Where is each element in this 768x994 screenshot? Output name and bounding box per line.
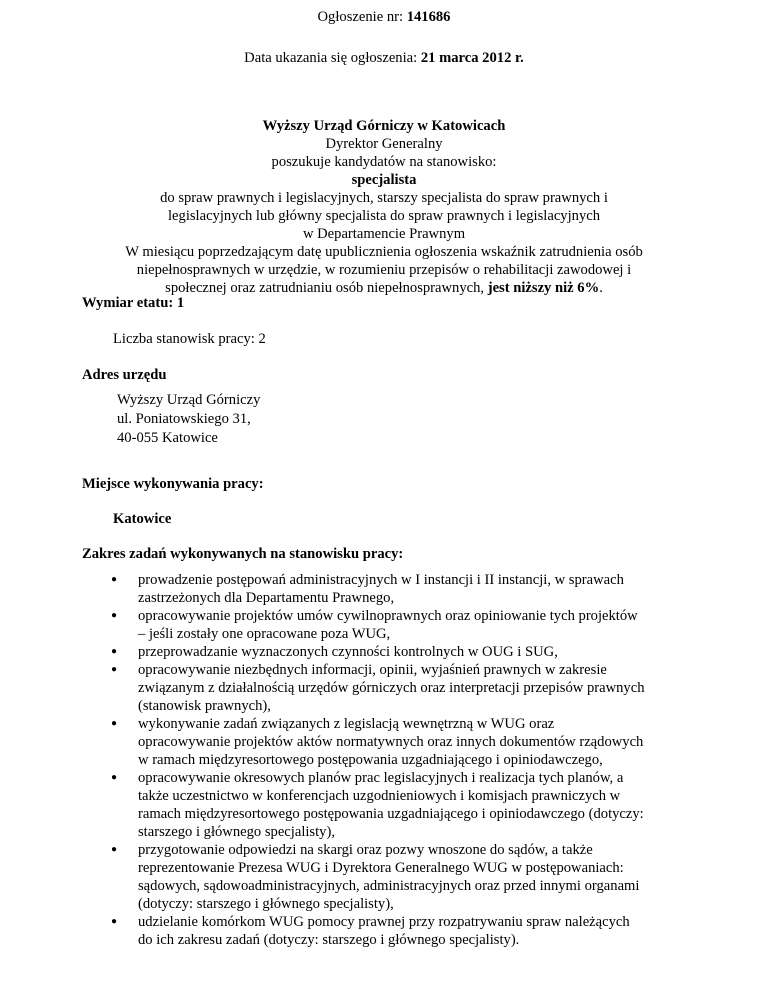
duty-item [82,715,702,769]
duty-item [82,571,702,607]
duty-text-line: wykonywanie zadań związanych z legislacją wewnętrzną w WUG oraz [138,716,555,732]
position-description-line: do spraw prawnych i legislacyjnych, starszy specjalista do spraw prawnych i [160,190,608,206]
duty-text-line: związanym z działalnością urzędów górniczych oraz interpretacji przepisów prawnych [138,680,645,696]
duties-heading: Zakres zadań wykonywanych na stanowisku pracy: [82,546,404,562]
duty-text-line: prowadzenie postępowań administracyjnych w I instancji i II instancji, w sprawach [138,572,624,588]
bullet-icon: ● [111,646,118,657]
duty-text-line: reprezentowanie Prezesa WUG i Dyrektora Generalnego WUG w postępowaniach: [138,860,624,876]
duty-text-line: opracowywanie projektów umów cywilnoprawnych oraz opiniowanie tych projektów [138,608,638,624]
duty-text-line: także uczestnictwo w konferencjach uzgodnieniowych i komisjach prawniczych w [138,788,621,804]
duty-text-line: udzielanie komórkom WUG pomocy prawnej przy rozpatrywaniu spraw należących [138,914,630,930]
institution-block [80,117,688,297]
bullet-icon: ● [111,844,118,855]
duty-text-line: przygotowanie odpowiedzi na skargi oraz pozwy wnoszone do sądów, a także [138,842,593,858]
bullet-icon: ● [111,772,118,783]
duty-item [82,769,702,841]
positions-count: Liczba stanowisk pracy: 2 [113,331,266,347]
bullet-icon: ● [111,718,118,729]
institution-director: Dyrektor Generalny [325,136,443,152]
duty-item [82,607,702,643]
disability-rate: jest niższy niż 6% [487,280,600,296]
duty-text-line: przeprowadzanie wyznaczonych czynności kontrolnych w OUG i SUG, [138,644,558,660]
duty-item [82,841,702,913]
workplace-value: Katowice [113,511,172,527]
duty-text-line: zastrzeżonych dla Departamentu Prawnego, [138,590,395,606]
announcement-number: 141686 [406,9,451,25]
duty-text-line: w ramach międzyresortowego postępowania uzgadniającego i opiniodawczego, [138,752,603,768]
duty-text-line: sądowych, sądowoadministracyjnych, administracyjnych oraz przed innymi organami [138,878,640,894]
address-block [117,391,260,448]
position-description-line: legislacyjnych lub główny specjalista do spraw prawnych i legislacyjnych [167,208,601,224]
duty-text-line: (dotyczy: starszego i głównego specjalisty), [138,896,394,912]
workplace-heading: Miejsce wykonywania pracy: [82,476,264,492]
address-line: Wyższy Urząd Górniczy [117,392,261,408]
address-heading: Adres urzędu [82,367,167,383]
address-line: ul. Poniatowskiego 31, [117,411,251,427]
employment-etat: Wymiar etatu: 1 [82,295,185,311]
institution-seeks: poszukuje kandydatów na stanowisko: [271,154,497,170]
disability-info-line: społecznej oraz zatrudnianiu osób niepełnosprawnych, jest niższy niż 6%. [165,280,603,296]
position-title: specjalista [351,172,417,188]
duty-item [82,913,702,949]
announcement-label: Ogłoszenie nr: [317,9,407,25]
disability-info-line: W miesiącu poprzedzającym datę upublicznienia ogłoszenia wskaźnik zatrudnienia osób [125,244,643,260]
duty-text-line: do ich zakresu zadań (dotyczy: starszego i głównego specjalisty). [138,932,520,948]
duty-text-line: – jeśli zostały one opracowane poza WUG, [138,626,391,642]
institution-name: Wyższy Urząd Górniczy w Katowicach [262,118,506,134]
bullet-icon: ● [111,916,118,927]
duty-text-line: opracowywanie projektów aktów normatywnych oraz innych dokumentów rządowych [138,734,644,750]
date-value: 21 marca 2012 r. [420,50,524,66]
bullet-icon: ● [111,610,118,621]
duty-item [82,643,702,661]
duty-text-line: ramach międzyresortowego postępowania uzgadniającego i opiniodawczego (dotyczy: [138,806,644,822]
duty-text-line: starszego i głównego specjalisty), [138,824,335,840]
duty-item [82,661,702,715]
duty-text-line: opracowywanie okresowych planów prac legislacyjnych i realizacja tych planów, a [138,770,624,786]
duties-list [82,571,702,949]
date-label: Data ukazania się ogłoszenia: [244,50,421,66]
disability-info-line: niepełnosprawnych w urzędzie, w rozumieniu przepisów o rehabilitacji zawodowej i [136,262,632,278]
publication-date-line [0,49,768,67]
duty-text-line: (stanowisk prawnych), [138,698,271,714]
duty-text-line: opracowywanie niezbędnych informacji, opinii, wyjaśnień prawnych w zakresie [138,662,607,678]
department-name: w Departamencie Prawnym [302,226,466,242]
bullet-icon: ● [111,664,118,675]
address-line: 40-055 Katowice [117,430,218,446]
announcement-number-line [0,8,768,26]
bullet-icon: ● [111,574,118,585]
